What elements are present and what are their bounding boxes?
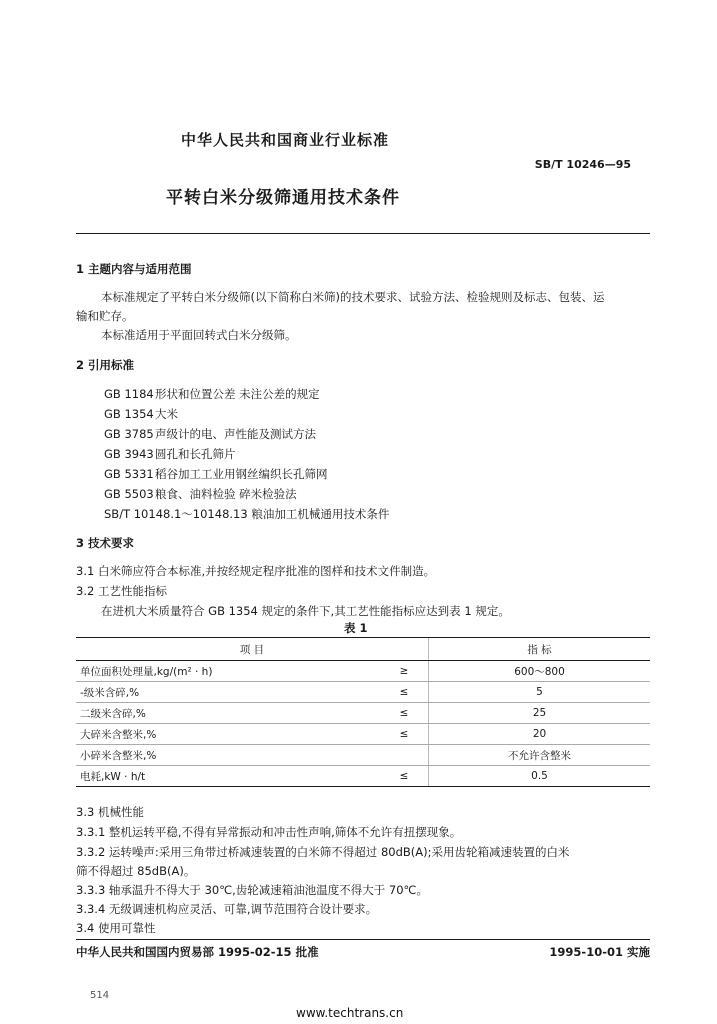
clause-3-3-4: 3.3.4 无级调速机构应灵活、可靠,调节范围符合设计要求。 (76, 902, 378, 916)
row-item: -级米含碎,% (76, 682, 380, 703)
clause-3-2: 3.2 工艺性能指标 (76, 584, 167, 598)
standard-code: SB/T 10246—95 (534, 158, 631, 171)
effective-date: 1995-10-01 实施 (549, 945, 650, 959)
table-row (76, 703, 650, 724)
reference-title: 大米 (155, 407, 178, 421)
page-number: 514 (90, 990, 110, 1001)
section-1-heading: 1 主题内容与适用范围 (76, 262, 192, 276)
issuing-organization: 中华人民共和国商业行业标准 (181, 131, 390, 149)
clause-3-3-1: 3.3.1 整机运转平稳,不得有异常振动和冲击性声响,筛体不允许有扭摆现象。 (76, 825, 462, 839)
reference-title: 稻谷加工工业用钢丝编织长孔筛网 (155, 467, 328, 481)
performance-table (76, 637, 650, 787)
row-operator (380, 745, 429, 766)
clause-3-1: 3.1 白米筛应符合本标准,并按经规定程序批准的图样和技术文件制造。 (76, 564, 436, 578)
row-operator: ≤ (380, 724, 429, 745)
reference-item (104, 426, 316, 442)
section-1-paragraph-1-line-2: 输和贮存。 (76, 309, 134, 323)
clause-3-3: 3.3 机械性能 (76, 805, 144, 819)
table-row (76, 661, 650, 682)
table-row (76, 682, 650, 703)
reference-code: GB 5331 (104, 467, 154, 481)
row-operator: ≤ (380, 703, 429, 724)
approval-line: 中华人民共和国国内贸易部 1995-02-15 批准 (76, 945, 319, 959)
table-row (76, 745, 650, 766)
clause-3-2-text: 在进机大米质量符合 GB 1354 规定的条件下,其工艺性能指标应达到表 1 规定。 (101, 604, 510, 618)
reference-code: GB 3943 (104, 447, 154, 461)
document-title: 平转白米分级筛通用技术条件 (166, 188, 400, 208)
section-1-paragraph-1-line-1: 本标准规定了平转白米分级筛(以下简称白米筛)的技术要求、试验方法、检验规则及标志、包装、运 (101, 290, 605, 304)
clause-3-3-2-line-2: 筛不得超过 85dB(A)。 (76, 864, 196, 878)
reference-code: GB 5503 (104, 487, 154, 501)
row-item: 大碎米含整米,% (76, 724, 380, 745)
clause-3-3-2-line-1: 3.3.2 运转噪声:采用三角带过桥减速装置的白米筛不得超过 80dB(A);采用齿轮箱减速装置的白米 (76, 845, 570, 859)
reference-item (104, 446, 236, 462)
reference-title: 圆孔和长孔筛片 (155, 447, 236, 461)
row-value: 20 (429, 724, 651, 745)
reference-item-last: SB/T 10148.1～10148.13 粮油加工机械通用技术条件 (104, 507, 390, 521)
reference-code: GB 1184 (104, 387, 154, 401)
reference-item (104, 386, 320, 402)
section-1-paragraph-2: 本标准适用于平面回转式白米分级筛。 (101, 328, 297, 342)
reference-code: GB 3785 (104, 427, 154, 441)
reference-item (104, 486, 297, 502)
row-item: 二级米含碎,% (76, 703, 380, 724)
table-row (76, 766, 650, 787)
reference-title: 粮食、油料检验 碎米检验法 (155, 487, 297, 501)
header-rule (76, 233, 650, 234)
reference-item (104, 406, 178, 422)
section-2-heading: 2 引用标准 (76, 358, 135, 372)
row-item: 电耗,kW · h/t (76, 766, 380, 787)
column-header-index: 指 标 (429, 638, 651, 661)
reference-title: 声级计的电、声性能及测试方法 (155, 427, 316, 441)
table-caption: 表 1 (344, 621, 368, 635)
table-header-row (76, 638, 650, 661)
footer-rule (76, 939, 650, 940)
column-header-item: 项 目 (76, 638, 429, 661)
row-item: 小碎米含整米,% (76, 745, 380, 766)
table-row (76, 724, 650, 745)
row-item: 单位面积处理量,kg/(m² · h) (76, 661, 380, 682)
website-watermark: www.techtrans.cn (296, 1006, 404, 1020)
row-value: 600～800 (429, 661, 651, 682)
row-operator: ≤ (380, 766, 429, 787)
row-operator: ≥ (380, 661, 429, 682)
clause-3-3-3: 3.3.3 轴承温升不得大于 30℃,齿轮减速箱油池温度不得大于 70℃。 (76, 883, 428, 897)
reference-code: GB 1354 (104, 407, 154, 421)
row-value: 25 (429, 703, 651, 724)
row-operator: ≤ (380, 682, 429, 703)
section-3-heading: 3 技术要求 (76, 536, 135, 550)
row-value: 0.5 (429, 766, 651, 787)
clause-3-4: 3.4 使用可靠性 (76, 921, 156, 935)
row-value: 5 (429, 682, 651, 703)
reference-title: 形状和位置公差 未注公差的规定 (155, 387, 320, 401)
row-value: 不允许含整米 (429, 745, 651, 766)
reference-item (104, 466, 328, 482)
